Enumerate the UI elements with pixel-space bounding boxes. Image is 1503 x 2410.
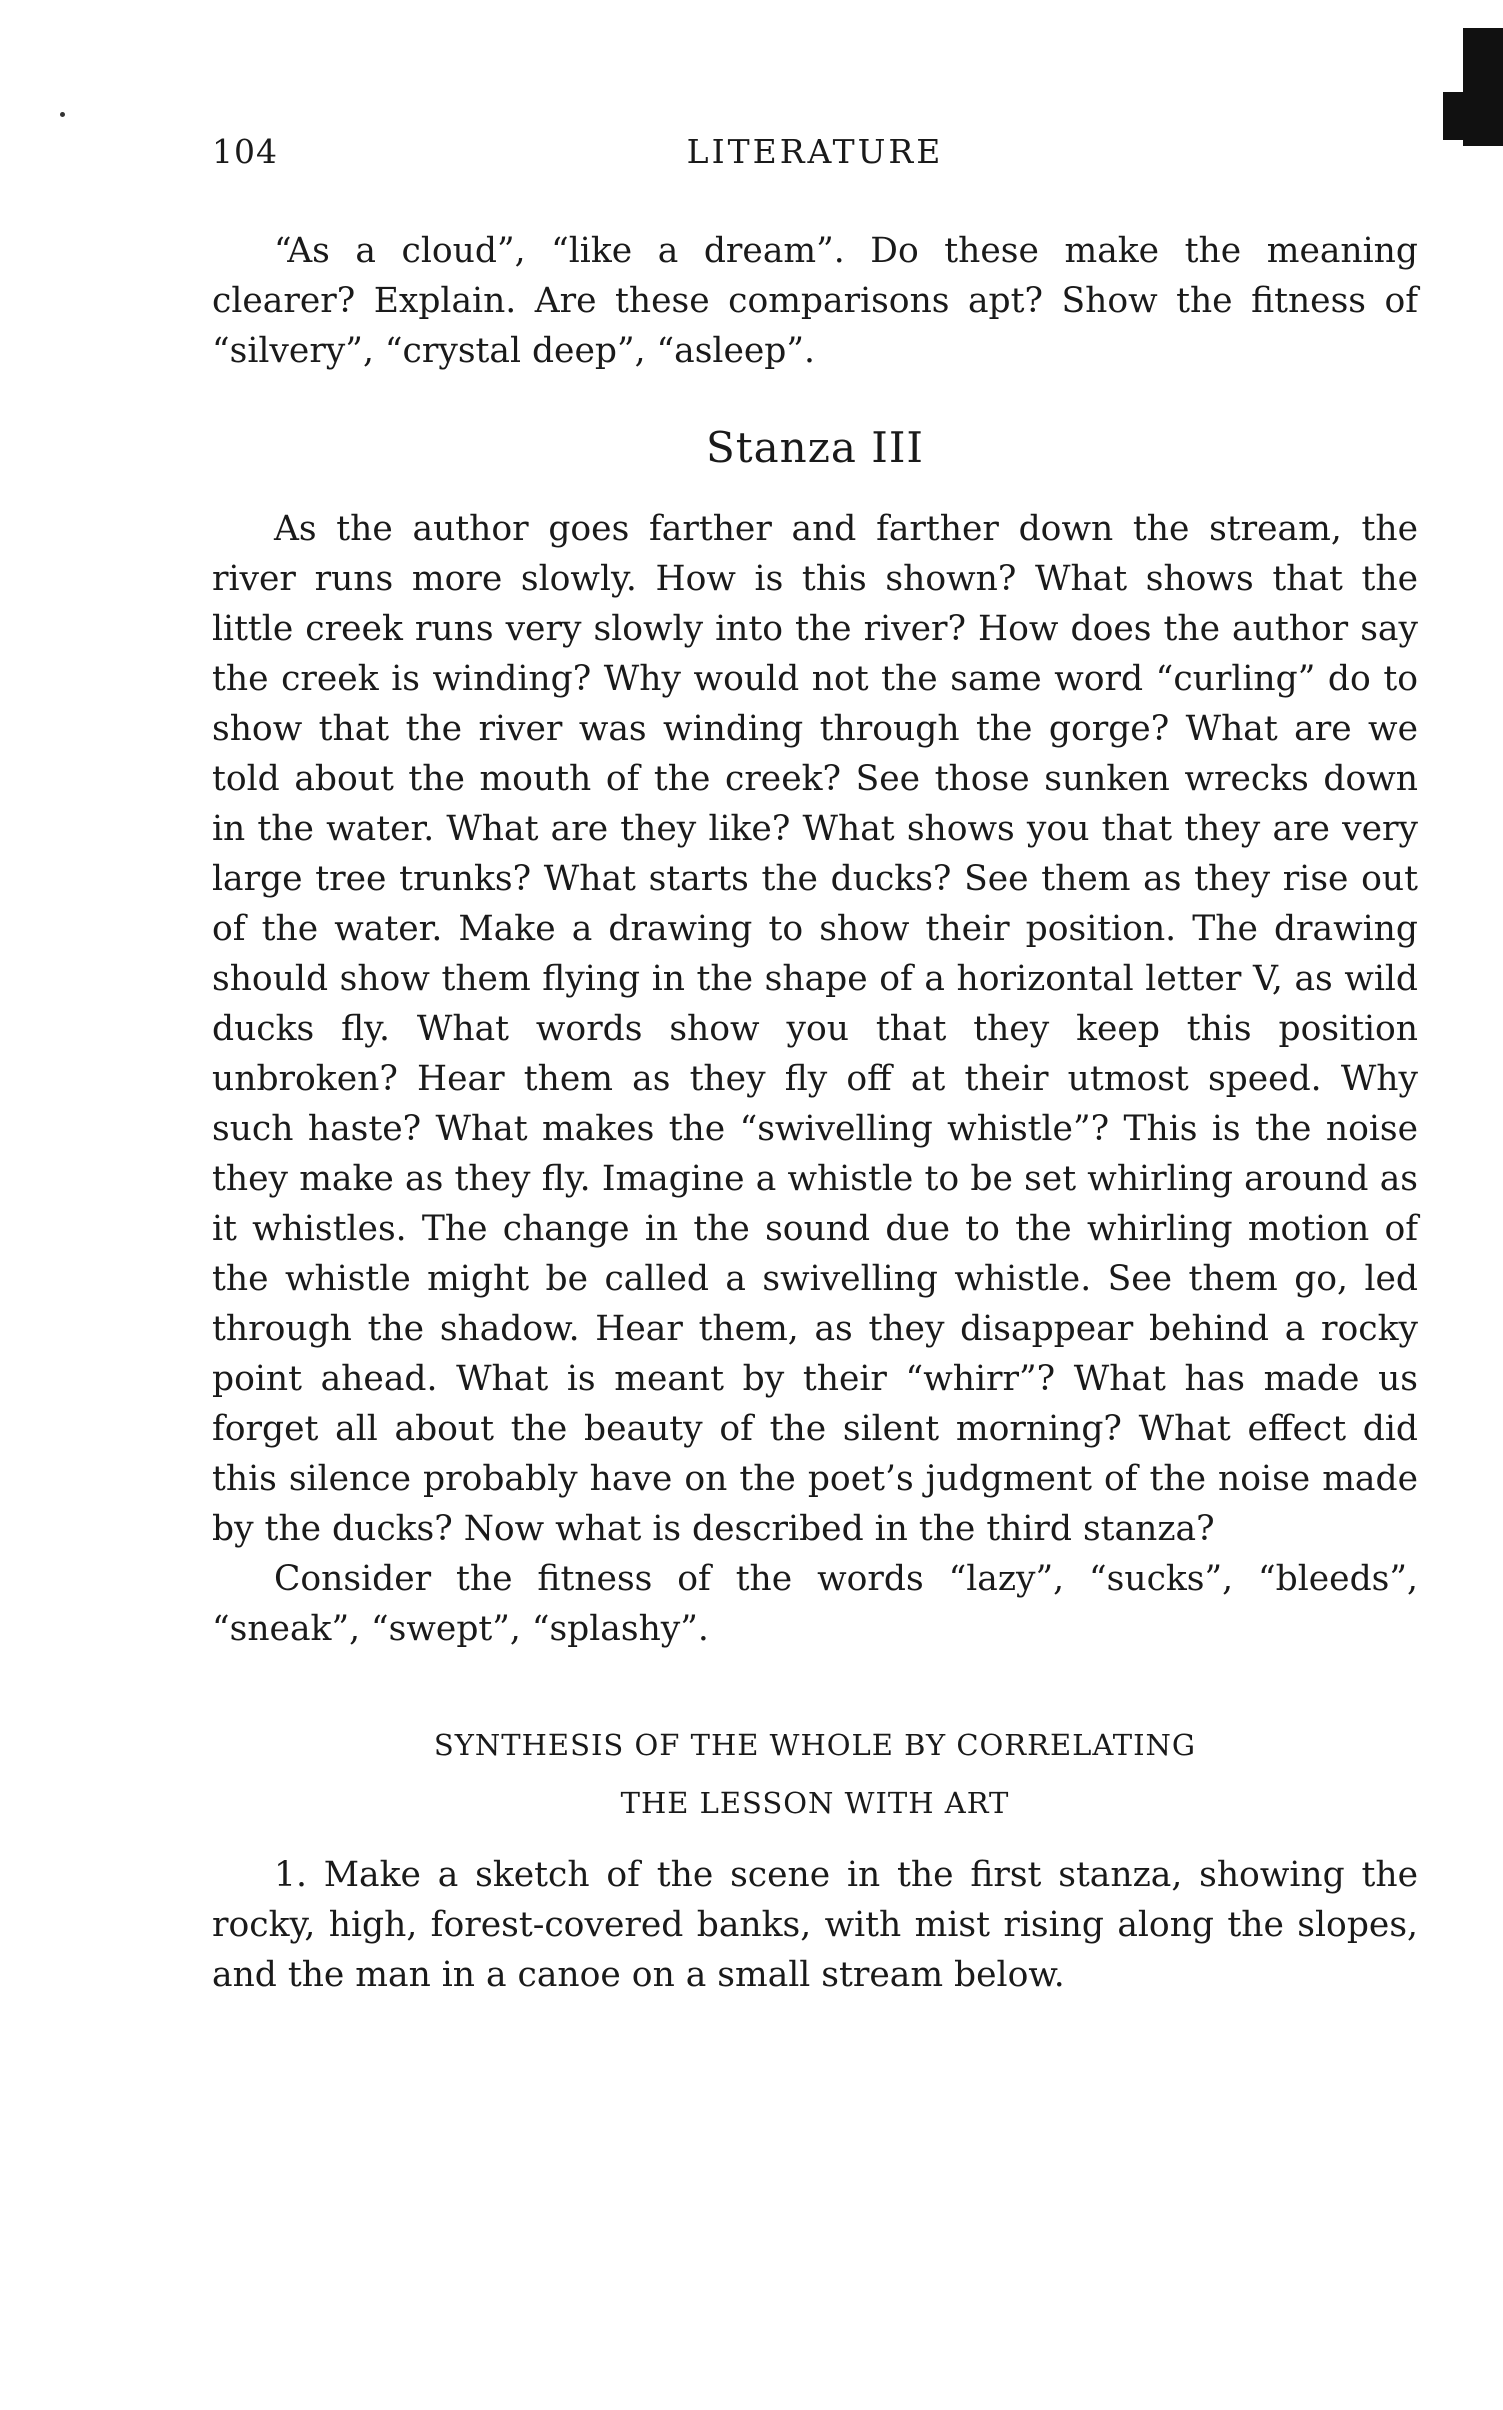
page-content xyxy=(212,226,1418,2000)
synthesis-item: 1. Make a sketch of the scene in the first stanza, showing the rocky, high, forest-covered banks, with mist rising along the slopes, and the man in a canoe on a small stream below. xyxy=(212,1855,1418,1995)
stanza-heading: Stanza III xyxy=(705,423,925,472)
synthesis-heading xyxy=(212,1716,1418,1832)
synthesis-heading-line: THE LESSON WITH ART xyxy=(620,1786,1010,1820)
page-number: 104 xyxy=(212,132,278,171)
intro-paragraph: “As a cloud”, “like a dream”. Do these make the meaning clearer? Explain. Are these comparisons apt? Show the fitness of “silvery”, “crystal deep”, “asleep”. xyxy=(212,231,1418,371)
print-speck xyxy=(60,112,65,117)
stanza-paragraph: Consider the fitness of the words “lazy”, “sucks”, “bleeds”, “sneak”, “swept”, “splashy”. xyxy=(212,1559,1418,1649)
stanza-paragraph: As the author goes farther and farther down the stream, the river runs more slowly. How is this shown? What shows that the little creek runs very slowly into the river? How does the author say the creek is winding? Why would not the same word “curling” do to show that the river was winding through the gorge? What are we told about the mouth of the creek? See those sunken wrecks down in the water. What are they like? What shows you that they are very large tree trunks? What starts the ducks? See them as they rise out of the water. Make a drawing to show their position. The drawing should show them flying in the shape of a horizontal letter V, as wild ducks fly. What words show you that they keep this position unbroken? Hear them as they fly off at their utmost speed. Why such haste? What makes the “swivelling whistle”? This is the noise they make as they fly. Imagine a whistle to be set whirling around as it whistles. The change in the sound due to the whirling motion of the whistle might be called a swivelling whistle. See them go, led through the shadow. Hear them, as they disappear behind a rocky point ahead. What is meant by their “whirr”? What has made us forget all about the beauty of the silent morning? What effect did this silence probably have on the poet’s judgment of the noise made by the ducks? Now what is described in the third stanza? xyxy=(212,509,1418,1549)
page-edge-mark xyxy=(1463,28,1503,146)
synthesis-heading-line: SYNTHESIS OF THE WHOLE BY CORRELATING xyxy=(433,1728,1197,1762)
page-header xyxy=(212,132,1418,182)
running-title: LITERATURE xyxy=(686,132,944,171)
page-edge-mark-tab xyxy=(1443,92,1465,140)
